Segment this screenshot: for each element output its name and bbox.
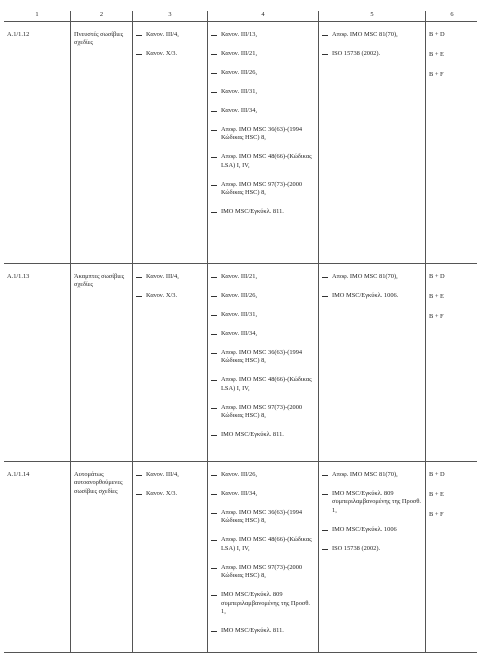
item-name: Πνευστές σωσίβιες σχεδίες <box>71 22 133 264</box>
list-item: Κανον. X/3. <box>136 50 204 58</box>
table-row <box>4 462 477 653</box>
list-item: IMO MSC/Εγκύκλ. 1006 <box>322 526 422 534</box>
item-number: A.1/1.14 <box>4 462 71 653</box>
module-entry: B + E <box>429 293 475 301</box>
list-item: Κανον. III/34, <box>211 107 315 115</box>
column-number: 3 <box>133 11 208 22</box>
module-entry: B + D <box>429 273 475 281</box>
list-item: Αποφ. IMO MSC 81(70), <box>322 273 422 281</box>
column-number: 1 <box>4 11 71 22</box>
list-item: IMO MSC/Εγκύκλ. 809 συμπεριλαμβανομένης της Προσθ. 1, <box>322 490 422 515</box>
requirements <box>208 462 319 653</box>
solas-regulations <box>133 462 208 653</box>
list-item: Κανον. III/13, <box>211 31 315 39</box>
list-item: Αποφ. IMO MSC 97(73)-(2000 Κώδικας HSC) 8, <box>211 181 315 198</box>
list-item: Κανον. III/26, <box>211 471 315 479</box>
module-entry: B + F <box>429 313 475 321</box>
list-item: Κανον. III/4, <box>136 273 204 281</box>
list-item: Κανον. III/34, <box>211 330 315 338</box>
list-item: Κανον. III/4, <box>136 31 204 39</box>
requirements <box>208 264 319 462</box>
list-item: Αποφ. IMO MSC 81(70), <box>322 31 422 39</box>
list-item: Αποφ. IMO MSC 97(73)-(2000 Κώδικας HSC) 8, <box>211 404 315 421</box>
list-item: IMO MSC/Εγκύκλ. 809 συμπεριλαμβανομένης της Προσθ. 1, <box>211 591 315 616</box>
list-item: Κανον. III/31, <box>211 311 315 319</box>
list-item: Κανον. III/26, <box>211 69 315 77</box>
module-entry: B + D <box>429 31 475 39</box>
list-item: Κανον. III/31, <box>211 88 315 96</box>
conformity-modules <box>426 22 477 264</box>
list-item: IMO MSC/Εγκύκλ. 811. <box>211 431 315 439</box>
column-number: 6 <box>426 11 477 22</box>
list-item: Κανον. X/3. <box>136 292 204 300</box>
column-number: 2 <box>71 11 133 22</box>
list-item: IMO MSC/Εγκύκλ. 1006. <box>322 292 422 300</box>
list-item: Αποφ. IMO MSC 48(66)-(Κώδικας LSA) I, IV, <box>211 153 315 170</box>
module-entry: B + F <box>429 511 475 519</box>
solas-regulations <box>133 264 208 462</box>
table-row <box>4 22 477 264</box>
module-entry: B + E <box>429 51 475 59</box>
testing-standards <box>319 462 426 653</box>
list-item: Κανον. III/26, <box>211 292 315 300</box>
item-name: Άκαμπτες σωσίβιες σχεδίες <box>71 264 133 462</box>
table-row <box>4 264 477 462</box>
column-number: 5 <box>319 11 426 22</box>
requirements <box>208 22 319 264</box>
list-item: IMO MSC/Εγκύκλ. 811. <box>211 627 315 635</box>
list-item: Αποφ. IMO MSC 48(66)-(Κώδικας LSA) I, IV, <box>211 536 315 553</box>
list-item: Αποφ. IMO MSC 48(66)-(Κώδικας LSA) I, IV, <box>211 376 315 393</box>
solas-regulations <box>133 22 208 264</box>
column-number-row <box>4 11 477 22</box>
list-item: IMO MSC/Εγκύκλ. 811. <box>211 208 315 216</box>
module-entry: B + E <box>429 491 475 499</box>
module-entry: B + F <box>429 71 475 79</box>
list-item: Αποφ. IMO MSC 36(63)-(1994 Κώδικας HSC) 8, <box>211 349 315 366</box>
module-entry: B + D <box>429 471 475 479</box>
item-number: A.1/1.13 <box>4 264 71 462</box>
equipment-table <box>4 11 477 653</box>
list-item: Κανον. III/21, <box>211 273 315 281</box>
testing-standards <box>319 22 426 264</box>
conformity-modules <box>426 462 477 653</box>
list-item: Κανον. X/3. <box>136 490 204 498</box>
item-number: A.1/1.12 <box>4 22 71 264</box>
list-item: Αποφ. IMO MSC 97(73)-(2000 Κώδικας HSC) 8, <box>211 564 315 581</box>
testing-standards <box>319 264 426 462</box>
list-item: Κανον. III/4, <box>136 471 204 479</box>
list-item: Κανον. III/34, <box>211 490 315 498</box>
list-item: ISO 15738 (2002). <box>322 545 422 553</box>
list-item: Αποφ. IMO MSC 36(63)-(1994 Κώδικας HSC) 8, <box>211 126 315 143</box>
list-item: Κανον. III/21, <box>211 50 315 58</box>
list-item: ISO 15738 (2002). <box>322 50 422 58</box>
item-name: Αυτομάτως αυτοανορθούμενες σωσίβιες σχεδίες <box>71 462 133 653</box>
column-number: 4 <box>208 11 319 22</box>
list-item: Αποφ. IMO MSC 36(63)-(1994 Κώδικας HSC) 8, <box>211 509 315 526</box>
list-item: Αποφ. IMO MSC 81(70), <box>322 471 422 479</box>
conformity-modules <box>426 264 477 462</box>
